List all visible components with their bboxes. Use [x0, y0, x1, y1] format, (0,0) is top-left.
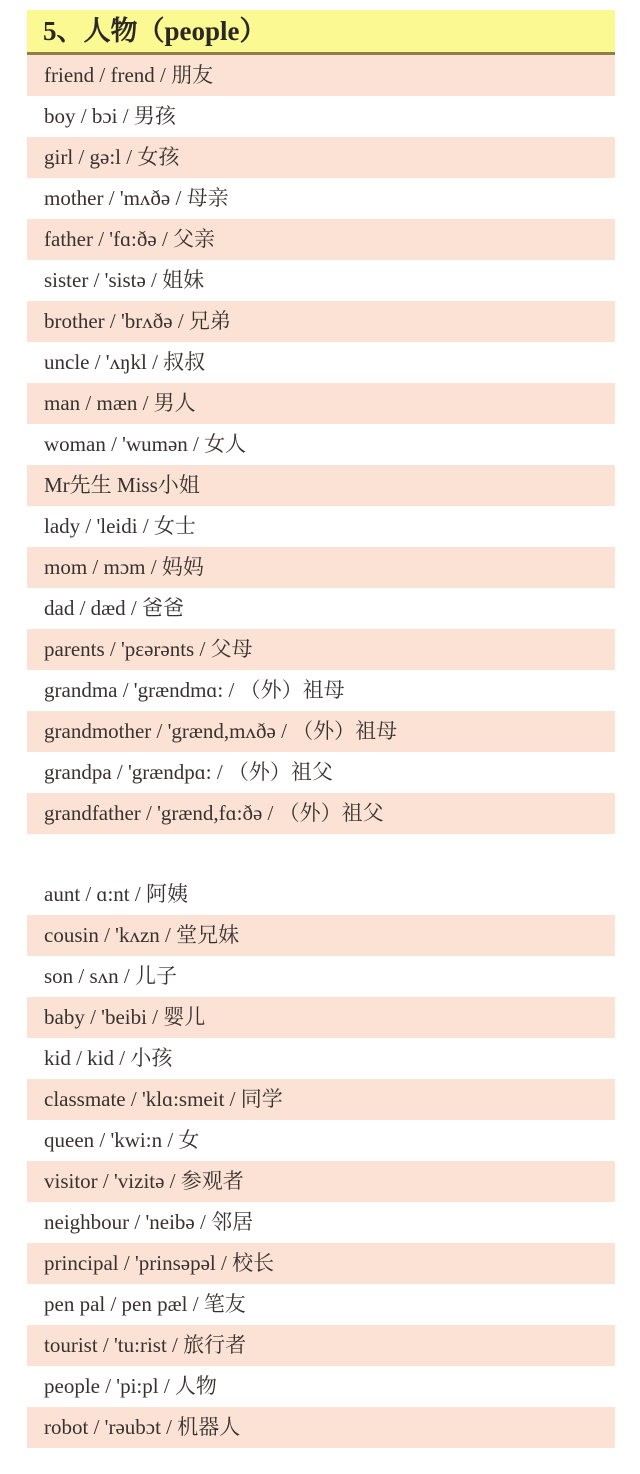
list-item: people / 'pi:pl / 人物 — [27, 1366, 615, 1407]
list-item: pen pal / pen pæl / 笔友 — [27, 1284, 615, 1325]
list-item: woman / 'wumən / 女人 — [27, 424, 615, 465]
list-item: cousin / 'kʌzn / 堂兄妹 — [27, 915, 615, 956]
list-item: visitor / 'vizitə / 参观者 — [27, 1161, 615, 1202]
list-item: kid / kid / 小孩 — [27, 1038, 615, 1079]
list-item: dad / dæd / 爸爸 — [27, 588, 615, 629]
list-item: neighbour / 'neibə / 邻居 — [27, 1202, 615, 1243]
list-item: tourist / 'tu:rist / 旅行者 — [27, 1325, 615, 1366]
list-item: Mr先生 Miss小姐 — [27, 465, 615, 506]
list-item: uncle / 'ʌŋkl / 叔叔 — [27, 342, 615, 383]
list-item: aunt / ɑ:nt / 阿姨 — [27, 874, 615, 915]
list-item: man / mæn / 男人 — [27, 383, 615, 424]
list-item: brother / 'brʌðə / 兄弟 — [27, 301, 615, 342]
list-item: principal / 'prinsəpəl / 校长 — [27, 1243, 615, 1284]
vocab-list — [27, 55, 615, 1448]
list-item: friend / frend / 朋友 — [27, 55, 615, 96]
list-item: grandmother / 'grænd,mʌðə / （外）祖母 — [27, 711, 615, 752]
list-item: lady / 'leidi / 女士 — [27, 506, 615, 547]
list-item: grandfather / 'grænd,fɑ:ðə / （外）祖父 — [27, 793, 615, 834]
list-item: queen / 'kwi:n / 女 — [27, 1120, 615, 1161]
list-item: grandma / 'grændmɑ: / （外）祖母 — [27, 670, 615, 711]
section-title: 5、人物（people） — [27, 10, 615, 55]
list-item: robot / 'rəubɔt / 机器人 — [27, 1407, 615, 1448]
section-gap — [27, 834, 615, 874]
list-item: girl / gə:l / 女孩 — [27, 137, 615, 178]
list-item: father / 'fɑ:ðə / 父亲 — [27, 219, 615, 260]
list-item: grandpa / 'grændpɑ: / （外）祖父 — [27, 752, 615, 793]
list-item: parents / 'pɛərənts / 父母 — [27, 629, 615, 670]
list-item: sister / 'sistə / 姐妹 — [27, 260, 615, 301]
list-item: boy / bɔi / 男孩 — [27, 96, 615, 137]
list-item: mother / 'mʌðə / 母亲 — [27, 178, 615, 219]
list-item: baby / 'beibi / 婴儿 — [27, 997, 615, 1038]
list-item: classmate / 'klɑ:smeit / 同学 — [27, 1079, 615, 1120]
list-item: mom / mɔm / 妈妈 — [27, 547, 615, 588]
list-item: son / sʌn / 儿子 — [27, 956, 615, 997]
